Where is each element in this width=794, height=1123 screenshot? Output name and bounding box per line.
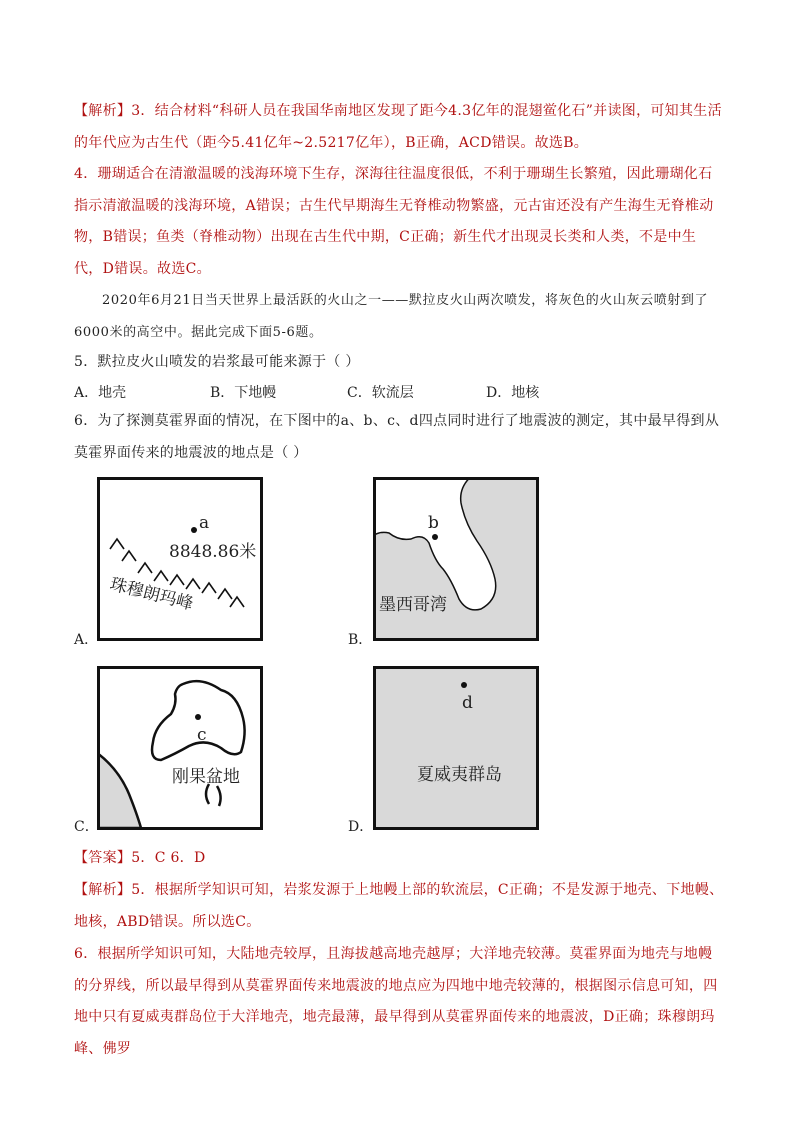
islands-name: 夏威夷群岛 bbox=[417, 765, 502, 785]
explanation-tag: 【解析】 bbox=[74, 882, 132, 898]
explanation-text: 5．根据所学知识可知，岩浆发源于上地幔上部的软流层，C正确；不是发源于地壳、下地幔、地核，ABD错误。所以选C。 bbox=[74, 882, 724, 930]
answer-tag: 【答案】 bbox=[74, 850, 132, 866]
basin-name: 刚果盆地 bbox=[172, 767, 240, 787]
map-gulf-of-mexico bbox=[373, 477, 539, 641]
explanation-text: 3．结合材料“科研人员在我国华南地区发现了距今4.3亿年的混翅鲎化石”并读图，可知其生活的年代应为古生代（距今5.41亿年~2.5217亿年），B正确，ACD错误。故选B。 bbox=[74, 103, 722, 151]
question-6-stem: 6．为了探测莫霍界面的情况，在下图中的a、b、c、d四点同时进行了地震波的测定，其中最早得到从莫霍界面传来的地震波的地点是（ ） bbox=[74, 413, 720, 461]
gulf-name: 墨西哥湾 bbox=[379, 595, 447, 615]
explanation-tag: 【解析】 bbox=[74, 103, 132, 119]
point-d-label: d bbox=[462, 693, 473, 713]
point-b-dot bbox=[432, 534, 438, 540]
q5-option-c: C．软流层 bbox=[347, 385, 414, 401]
q5-option-d: D．地核 bbox=[486, 385, 540, 401]
point-d-dot bbox=[461, 682, 467, 688]
everest-height: 8848.86米 bbox=[169, 542, 257, 562]
q5-option-a: A．地壳 bbox=[74, 385, 127, 401]
explanation-q5 bbox=[74, 875, 724, 938]
map-hawaii bbox=[373, 666, 539, 830]
explanation-q6: 6．根据所学知识可知，大陆地壳较厚，且海拔越高地壳越厚；大洋地壳较薄。莫霍界面为地壳与地幔的分界线，所以最早得到从莫霍界面传来地震波的地点应为四地中地壳较薄的，根据图示信息可知，四地中只有夏威夷群岛位于大洋地壳，地壳最薄，最早得到从莫霍界面传来的地震波，D正确；珠穆朗玛峰、佛罗 bbox=[74, 946, 718, 1057]
map-b-option-label: B． bbox=[348, 632, 373, 648]
sea-area bbox=[375, 668, 538, 829]
map-c-option-label: C． bbox=[74, 819, 99, 835]
point-a-label: a bbox=[199, 513, 210, 533]
answer-text: 5．C 6．D bbox=[131, 850, 206, 866]
point-a-dot bbox=[191, 527, 197, 533]
explanation-q4: 4．珊瑚适合在清澈温暖的浅海环境下生存，深海往往温度很低，不利于珊瑚生长繁殖，因此珊瑚化石指示清澈温暖的浅海环境，A错误；古生代早期海生无脊椎动物繁盛，元古宙还没有产生海生无脊椎动物，B错误；鱼类（脊椎动物）出现在古生代中期，C正确；新生代才出现灵长类和人类，不是中生代，D错误。故选C。 bbox=[74, 166, 714, 277]
everest-name: 珠穆朗玛峰 bbox=[107, 574, 196, 615]
point-c-label: c bbox=[197, 725, 207, 745]
map-d-option-label: D． bbox=[348, 819, 374, 835]
q5-option-b: B．下地幔 bbox=[210, 385, 277, 401]
map-a-option-label: A． bbox=[74, 632, 99, 648]
map-everest bbox=[97, 477, 263, 641]
answer-line bbox=[74, 843, 724, 875]
map-congo-basin bbox=[97, 666, 263, 830]
point-b-label: b bbox=[428, 513, 439, 533]
question-material: 2020年6月21日当天世界上最活跃的火山之一——默拉皮火山两次喷发，将灰色的火山灰云喷射到了6000米的高空中。据此完成下面5-6题。 bbox=[74, 293, 709, 340]
point-c-dot bbox=[195, 714, 201, 720]
explanation-q3 bbox=[74, 96, 724, 159]
question-5-stem: 5．默拉皮火山喷发的岩浆最可能来源于（ ） bbox=[74, 354, 360, 370]
